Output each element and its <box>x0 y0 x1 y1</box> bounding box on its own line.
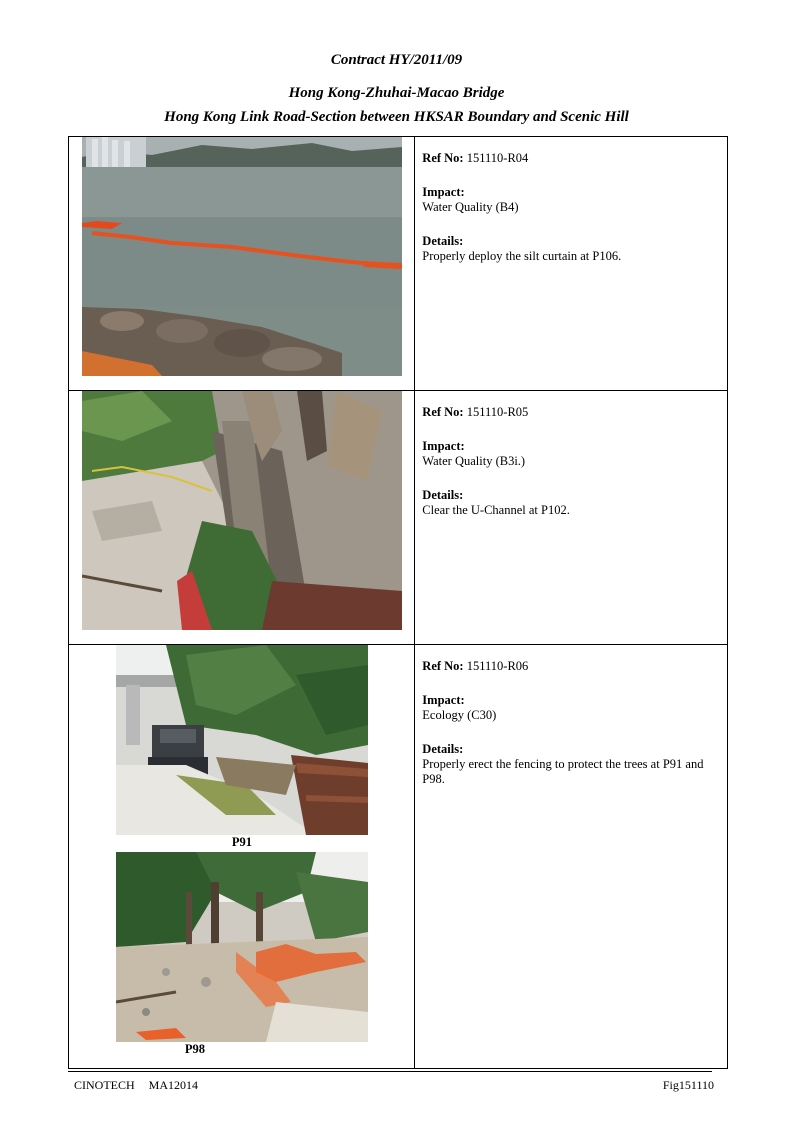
details-value: Properly deploy the silt curtain at P106. <box>422 249 622 263</box>
details-value: Clear the U-Channel at P102. <box>422 503 570 517</box>
impact-label: Impact: <box>422 185 465 199</box>
impact-value: Water Quality (B3i.) <box>422 454 526 468</box>
impact-label: Impact: <box>422 693 465 707</box>
record-details <box>415 645 728 1069</box>
photo-caption: P91 <box>231 835 253 849</box>
record-row <box>69 645 728 1069</box>
details-label: Details: <box>422 234 464 248</box>
u-channel-photo <box>82 391 402 630</box>
photo-cell <box>69 391 415 645</box>
ref-no: 151110-R06 <box>466 659 529 673</box>
footer-fig: Fig151110 <box>662 1078 714 1092</box>
photo-cell <box>69 645 415 1069</box>
photo-cell <box>69 137 415 391</box>
record-details <box>415 137 728 391</box>
impact-value: Ecology (C30) <box>422 708 497 722</box>
footer-doc: MA12014 <box>148 1078 199 1092</box>
ref-label: Ref No: <box>422 659 464 673</box>
contract-title: Contract HY/2011/09 <box>330 52 463 68</box>
impact-value: Water Quality (B4) <box>422 200 519 214</box>
records-table <box>68 136 728 1069</box>
record-details <box>415 391 728 645</box>
record-row <box>69 391 728 645</box>
details-label: Details: <box>422 488 464 502</box>
details-value: Properly erect the fencing to protect the trees at P91 and P98. <box>422 757 704 786</box>
record-row <box>69 137 728 391</box>
p91-photo <box>116 645 368 835</box>
silt-curtain-photo <box>82 137 402 376</box>
footer-rule <box>68 1071 712 1072</box>
footer-company: CINOTECH <box>74 1078 135 1092</box>
photo-caption: P98 <box>184 1042 206 1056</box>
ref-no: 151110-R04 <box>466 151 529 165</box>
ref-label: Ref No: <box>422 405 464 419</box>
ref-label: Ref No: <box>422 151 464 165</box>
details-label: Details: <box>422 742 464 756</box>
section-title: Hong Kong Link Road-Section between HKSAR Boundary and Scenic Hill <box>164 109 629 125</box>
project-title: Hong Kong-Zhuhai-Macao Bridge <box>288 85 505 101</box>
ref-no: 151110-R05 <box>466 405 529 419</box>
footer-left <box>74 1078 198 1093</box>
p98-photo <box>116 852 368 1042</box>
impact-label: Impact: <box>422 439 465 453</box>
